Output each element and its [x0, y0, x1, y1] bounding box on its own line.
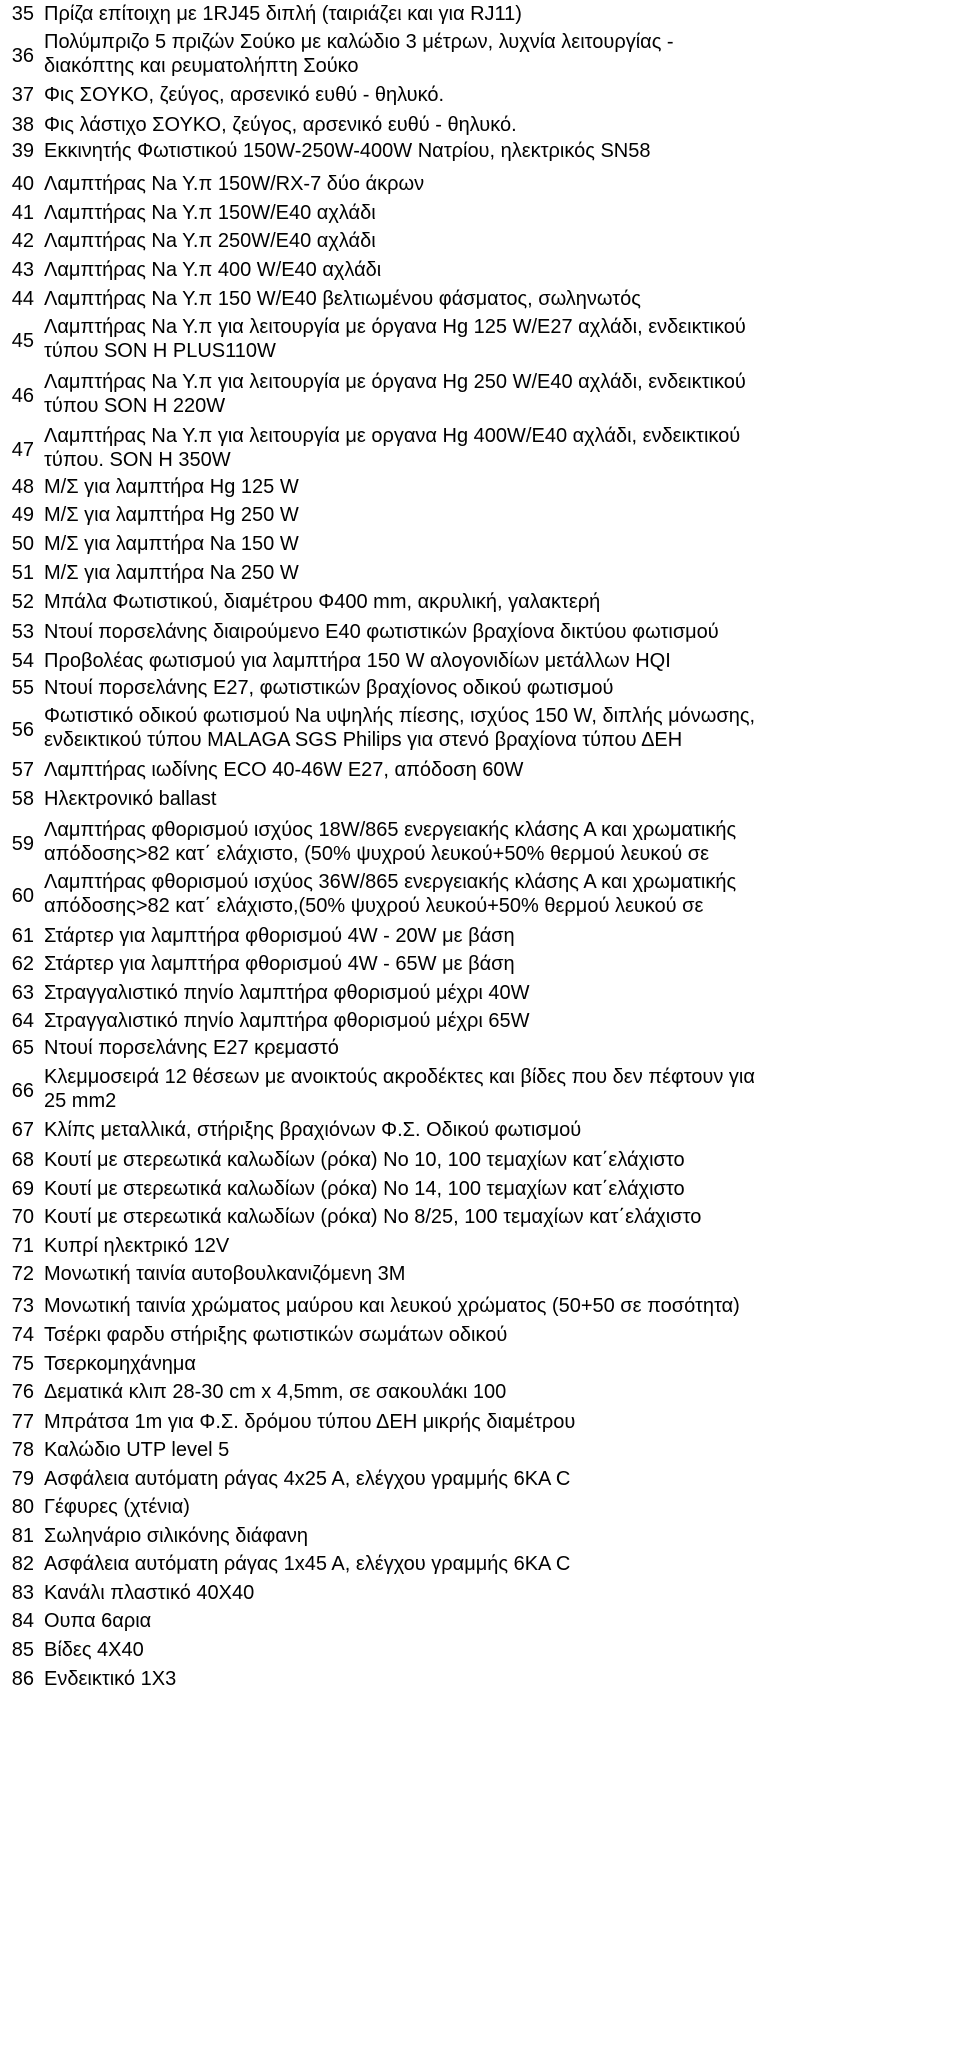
item-description: Προβολέας φωτισμού για λαμπτήρα 150 W αλογονιδίων μετάλλων HQI: [44, 650, 671, 672]
item-description: Ασφάλεια αυτόματη ράγας 4x25 A, ελέγχου γραμμής 6KA C: [44, 1468, 571, 1490]
item-number: 51: [11, 562, 34, 584]
item-description: Ουπα 6αρια: [44, 1610, 152, 1632]
list-item: [0, 870, 960, 922]
item-number: 77: [11, 1411, 34, 1433]
list-item: [0, 1581, 960, 1607]
item-number: 54: [11, 650, 34, 672]
item-number: 82: [11, 1553, 34, 1575]
item-number: 53: [11, 621, 34, 643]
item-description: Φις ΣΟΥΚΟ, ζεύγος, αρσενικό ευθύ - θηλυκό.: [44, 84, 445, 106]
item-number: 39: [11, 140, 34, 162]
list-item: [0, 1065, 960, 1117]
item-description: Λαμπτήρας Na Y.π 150W/E40 αχλάδι: [44, 202, 376, 224]
item-description: Λαμπτήρας Na Y.π για λειτουργία με όργανα Hg 250 W/E40 αχλάδι, ενδεικτικού τύπου SON H 220W: [44, 371, 746, 417]
list-item: [0, 952, 960, 978]
item-number: 47: [11, 439, 34, 461]
item-number: 67: [11, 1119, 34, 1141]
item-number: 80: [11, 1496, 34, 1518]
item-number: 66: [11, 1080, 34, 1102]
item-number: 55: [11, 677, 34, 699]
item-number: 41: [11, 202, 34, 224]
item-description: Λαμπτήρας Na Y.π για λειτουργία με όργανα Hg 125 W/E27 αχλάδι, ενδεικτικού τύπου SON H PLUS110W: [44, 316, 746, 362]
item-description: Μονωτική ταινία χρώματος μαύρου και λευκού χρώματος (50+50 σε ποσότητα): [44, 1295, 740, 1317]
item-number: 57: [11, 759, 34, 781]
list-item: [0, 30, 960, 82]
item-description: Ντουί πορσελάνης Ε27, φωτιστικών βραχίονος οδικού φωτισμού: [44, 677, 614, 699]
list-item: [0, 1524, 960, 1550]
item-description: Ενδεικτικό 1Χ3: [44, 1668, 177, 1690]
item-description: Λαμπτήρας Na Y.π 150 W/E40 βελτιωμένου φάσματος, σωληνωτός: [44, 288, 641, 310]
item-number: 62: [11, 953, 34, 975]
item-number: 45: [11, 330, 34, 352]
item-number: 68: [11, 1149, 34, 1171]
item-number: 60: [11, 885, 34, 907]
item-description: Λαμπτήρας Na Y.π 150W/RX-7 δύο άκρων: [44, 173, 425, 195]
list-item: [0, 229, 960, 255]
item-description: Μπάλα Φωτιστικού, διαμέτρου Φ400 mm, ακρυλική, γαλακτερή: [44, 591, 601, 613]
item-description: Λαμπτήρας φθορισμού ισχύος 36W/865 ενεργειακής κλάσης Α και χρωματικής απόδοσης>82 κατ΄ ελάχιστο,(50% ψυχρού λευκού+50% θερμού λευκού σε: [44, 871, 737, 917]
item-number: 36: [11, 45, 34, 67]
list-item: [0, 1118, 960, 1144]
item-number: 64: [11, 1010, 34, 1032]
list-item: [0, 620, 960, 646]
item-number: 71: [11, 1235, 34, 1257]
item-number: 37: [11, 84, 34, 106]
item-number: 58: [11, 788, 34, 810]
item-description: Στραγγαλιστικό πηνίο λαμπτήρα φθορισμού μέχρι 40W: [44, 982, 530, 1004]
list-item: [0, 1148, 960, 1174]
item-number: 83: [11, 1582, 34, 1604]
list-item: [0, 1438, 960, 1464]
item-description: Τσέρκι φαρδυ στήριξης φωτιστικών σωμάτων οδικού: [44, 1324, 508, 1346]
item-number: 61: [11, 925, 34, 947]
list-item: [0, 561, 960, 587]
list-item: [0, 981, 960, 1007]
list-item: [0, 1467, 960, 1493]
list-item: [0, 1552, 960, 1578]
list-item: [0, 1323, 960, 1349]
item-number: 38: [11, 114, 34, 136]
item-description: Λαμπτήρας φθορισμού ισχύος 18W/865 ενεργειακής κλάσης Α και χρωματικής απόδοσης>82 κατ΄ ελάχιστο, (50% ψυχρού λευκού+50% θερμού λευκού σε: [44, 819, 737, 865]
list-item: [0, 1380, 960, 1406]
list-item: [0, 139, 960, 165]
item-number: 84: [11, 1610, 34, 1632]
list-item: [0, 2, 960, 28]
item-description: Μπράτσα 1m για Φ.Σ. δρόμου τύπου ΔΕΗ μικρής διαμέτρου: [44, 1411, 576, 1433]
list-item: [0, 1262, 960, 1288]
list-item: [0, 287, 960, 313]
list-item: [0, 315, 960, 367]
item-description: Λαμπτήρας Na Y.π 400 W/E40 αχλάδι: [44, 259, 382, 281]
item-description: Εκκινητής Φωτιστικού 150W-250W-400W Νατρίου, ηλεκτρικός SN58: [44, 140, 651, 162]
list-item: [0, 475, 960, 501]
item-number: 56: [11, 719, 34, 741]
list-item: [0, 924, 960, 950]
item-number: 69: [11, 1178, 34, 1200]
list-item: [0, 1638, 960, 1664]
item-description: Μονωτική ταινία αυτοβουλκανιζόμενη 3Μ: [44, 1263, 406, 1285]
item-number: 49: [11, 504, 34, 526]
item-description: Ντουί πορσελάνης διαιρούμενο Ε40 φωτιστικών βραχίονα δικτύου φωτισμού: [44, 621, 719, 643]
item-description: Στραγγαλιστικό πηνίο λαμπτήρα φθορισμού μέχρι 65W: [44, 1010, 530, 1032]
item-number: 73: [11, 1295, 34, 1317]
list-item: [0, 758, 960, 784]
item-description: Λαμπτήρας Na Y.π για λειτουργία με οργανα Hg 400W/E40 αχλάδι, ενδεικτικού τύπου. SON H 350W: [44, 425, 741, 471]
item-number: 43: [11, 259, 34, 281]
item-description: Κουτί με στερεωτικά καλωδίων (ρόκα) Νο 10, 100 τεμαχίων κατ΄ελάχιστο: [44, 1149, 685, 1171]
list-item: [0, 649, 960, 675]
item-number: 70: [11, 1206, 34, 1228]
item-description: Βίδες 4Χ40: [44, 1639, 144, 1661]
list-item: [0, 370, 960, 422]
item-description: Σωληνάριο σιλικόνης διάφανη: [44, 1525, 309, 1547]
item-description: Φωτιστικό οδικού φωτισμού Na υψηλής πίεσης, ισχύος 150 W, διπλής μόνωσης, ενδεικτικού τύπου MALAGA SGS Philips για στενό βραχίονα τύπου ΔΕΗ: [44, 705, 756, 751]
item-number: 50: [11, 533, 34, 555]
item-description: Ηλεκτρονικό ballast: [44, 788, 217, 810]
item-number: 85: [11, 1639, 34, 1661]
item-description: Στάρτερ για λαμπτήρα φθορισμού 4W - 65W με βάση: [44, 953, 515, 975]
list-item: [0, 704, 960, 756]
list-item: [0, 201, 960, 227]
item-description: Κανάλι πλαστικό 40Χ40: [44, 1582, 255, 1604]
list-item: [0, 172, 960, 198]
list-item: [0, 503, 960, 529]
list-item: [0, 532, 960, 558]
item-number: 63: [11, 982, 34, 1004]
list-item: [0, 113, 960, 139]
list-item: [0, 83, 960, 109]
list-item: [0, 1036, 960, 1062]
list-item: [0, 1352, 960, 1378]
item-number: 76: [11, 1381, 34, 1403]
item-description: Δεματικά κλιπ 28-30 cm x 4,5mm, σε σακουλάκι 100: [44, 1381, 507, 1403]
item-description: Γέφυρες (χτένια): [44, 1496, 190, 1518]
item-description: Κυπρί ηλεκτρικό 12V: [44, 1235, 230, 1257]
list-item: [0, 1294, 960, 1320]
item-description: Στάρτερ για λαμπτήρα φθορισμού 4W - 20W με βάση: [44, 925, 515, 947]
item-number: 86: [11, 1668, 34, 1690]
item-number: 81: [11, 1525, 34, 1547]
list-item: [0, 1410, 960, 1436]
item-number: 79: [11, 1468, 34, 1490]
item-description: Τσερκομηχάνημα: [44, 1353, 196, 1375]
list-item: [0, 424, 960, 476]
list-item: [0, 1009, 960, 1035]
item-number: 78: [11, 1439, 34, 1461]
item-number: 48: [11, 476, 34, 498]
item-description: Μ/Σ για λαμπτήρα Na 250 W: [44, 562, 299, 584]
list-item: [0, 1667, 960, 1693]
item-description: Καλώδιο UTP level 5: [44, 1439, 230, 1461]
list-item: [0, 258, 960, 284]
list-item: [0, 590, 960, 616]
list-item: [0, 1205, 960, 1231]
item-description: Μ/Σ για λαμπτήρα Na 150 W: [44, 533, 299, 555]
item-description: Ασφάλεια αυτόματη ράγας 1x45 A, ελέγχου γραμμής 6KA C: [44, 1553, 571, 1575]
item-description: Κλίπς μεταλλικά, στήριξης βραχιόνων Φ.Σ. Οδικού φωτισμού: [44, 1119, 582, 1141]
item-description: Ντουί πορσελάνης Ε27 κρεμαστό: [44, 1037, 339, 1059]
list-item: [0, 1495, 960, 1521]
item-description: Κουτί με στερεωτικά καλωδίων (ρόκα) Νο 8/25, 100 τεμαχίων κατ΄ελάχιστο: [44, 1206, 702, 1228]
item-description: Μ/Σ για λαμπτήρα Hg 125 W: [44, 476, 299, 498]
item-description: Κουτί με στερεωτικά καλωδίων (ρόκα) Νο 14, 100 τεμαχίων κατ΄ελάχιστο: [44, 1178, 685, 1200]
item-description: Λαμπτήρας Na Y.π 250W/E40 αχλάδι: [44, 230, 376, 252]
item-number: 74: [11, 1324, 34, 1346]
list-item: [0, 1234, 960, 1260]
item-number: 44: [11, 288, 34, 310]
item-description: Πολύμπριζο 5 πριζών Σούκο με καλώδιο 3 μέτρων, λυχνία λειτουργίας - διακόπτης και ρευματολήπτη Σούκο: [44, 31, 674, 77]
list-item: [0, 1609, 960, 1635]
item-description: Πρίζα επίτοιχη με 1RJ45 διπλή (ταιριάζει και για RJ11): [44, 3, 522, 25]
item-number: 40: [11, 173, 34, 195]
list-item: [0, 818, 960, 870]
item-number: 42: [11, 230, 34, 252]
item-number: 52: [11, 591, 34, 613]
item-number: 59: [11, 833, 34, 855]
item-description: Κλεμμοσειρά 12 θέσεων με ανοικτούς ακροδέκτες και βίδες που δεν πέφτουν για 25 mm2: [44, 1066, 755, 1112]
item-number: 46: [11, 385, 34, 407]
item-number: 75: [11, 1353, 34, 1375]
item-description: Λαμπτήρας ιωδίνης ECO 40-46W E27, απόδοση 60W: [44, 759, 524, 781]
list-item: [0, 1177, 960, 1203]
item-number: 72: [11, 1263, 34, 1285]
item-number: 35: [11, 3, 34, 25]
item-description: Φις λάστιχο ΣΟΥΚΟ, ζεύγος, αρσενικό ευθύ - θηλυκό.: [44, 114, 517, 136]
item-description: Μ/Σ για λαμπτήρα Hg 250 W: [44, 504, 299, 526]
item-number: 65: [11, 1037, 34, 1059]
list-item: [0, 676, 960, 702]
list-item: [0, 787, 960, 813]
